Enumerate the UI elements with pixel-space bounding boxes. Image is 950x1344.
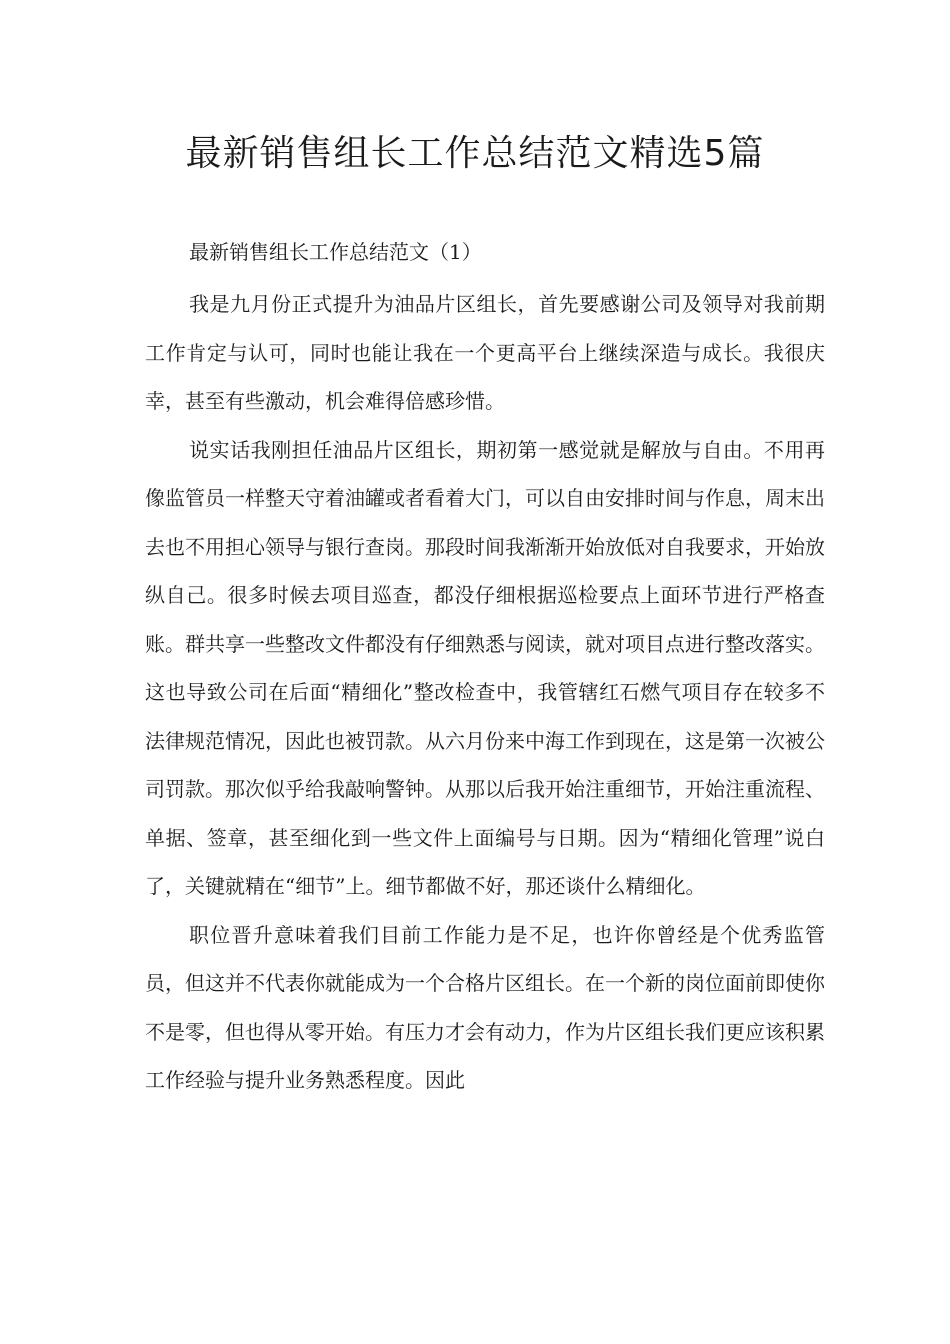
paragraph-1: 我是九月份正式提升为油品片区组长，首先要感谢公司及领导对我前期工作肯定与认可，同时也能让我在一个更高平台上继续深造与成长。我很庆幸，甚至有些激动，机会难得倍感珍惜。: [145, 292, 825, 413]
document-title: 最新销售组长工作总结范文精选5篇: [185, 133, 765, 174]
document-body: [145, 232, 825, 1105]
paragraph-2: 说实话我刚担任油品片区组长，期初第一感觉就是解放与自由。不用再像监管员一样整天守着油罐或者看着大门，可以自由安排时间与作息，周末出去也不用担心领导与银行查岗。那段时间我渐渐开始放低对自我要求，开始放纵自己。很多时候去项目巡查，都没仔细根据巡检要点上面环节进行严格查账。群共享一些整改文件都没有仔细熟悉与阅读，就对项目点进行整改落实。这也导致公司在后面“精细化”整改检查中，我管辖红石燃气项目存在较多不法律规范情况，因此也被罚款。从六月份来中海工作到现在，这是第一次被公司罚款。那次似乎给我敲响警钟。从那以后我开始注重细节，开始注重流程、单据、签章，甚至细化到一些文件上面编号与日期。因为“精细化管理”说白了，关键就精在“细节”上。细节都做不好，那还谈什么精细化。: [145, 437, 825, 898]
section-subheading: 最新销售组长工作总结范文（1）: [189, 240, 482, 264]
paragraph-3: 职位晋升意味着我们目前工作能力是不足，也许你曾经是个优秀监管员，但这并不代表你就能成为一个合格片区组长。在一个新的岗位面前即使你不是零，但也得从零开始。有压力才会有动力，作为片区组长我们更应该积累工作经验与提升业务熟悉程度。因此: [145, 922, 825, 1092]
